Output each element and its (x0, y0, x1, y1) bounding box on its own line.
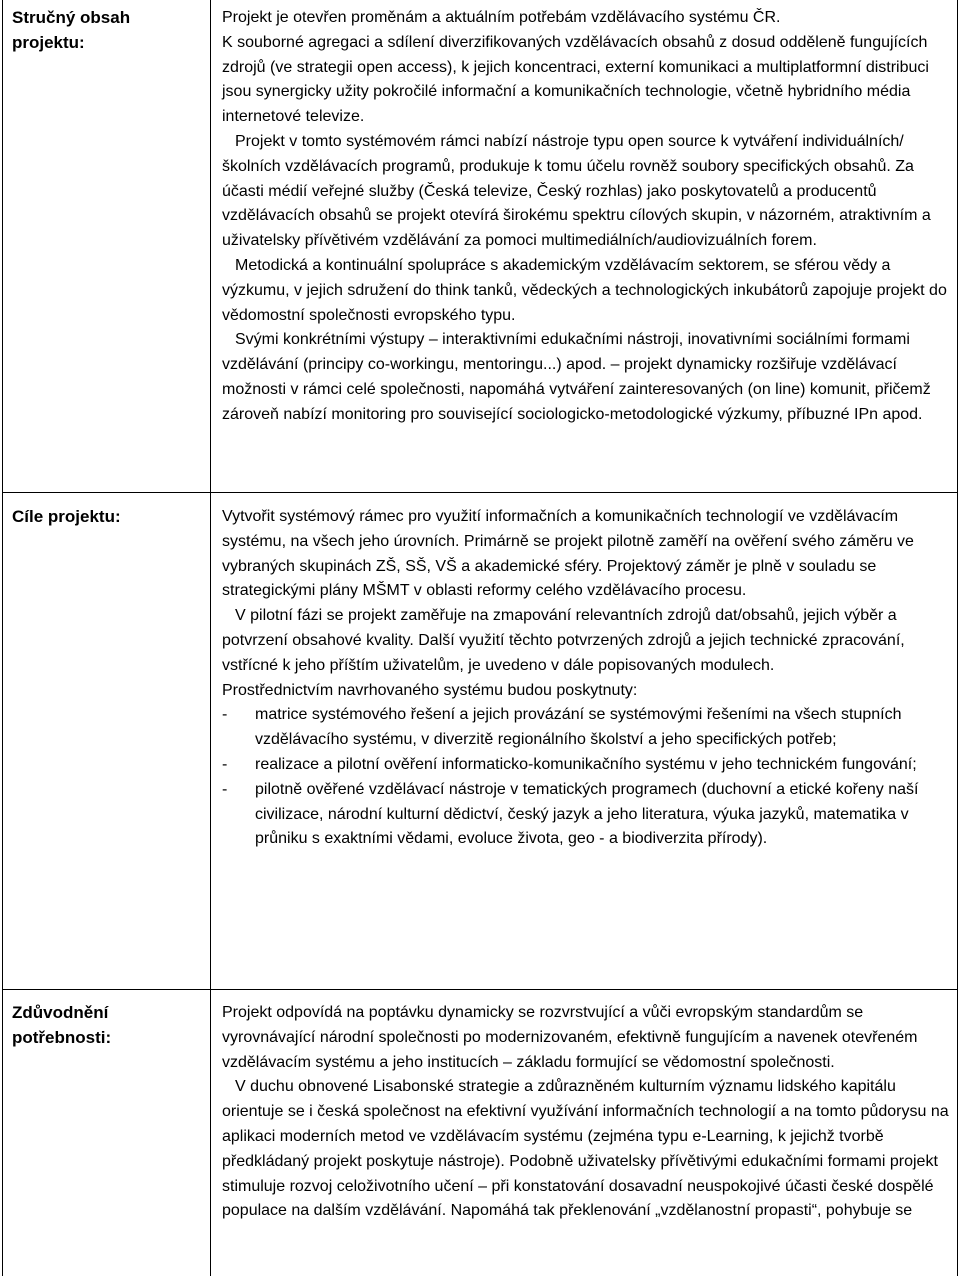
content-justification (222, 1001, 950, 1224)
content-project-summary (222, 6, 950, 428)
row-divider-1 (2, 492, 958, 493)
list-dash: - (222, 755, 228, 773)
table-border-right (957, 0, 958, 1276)
paragraph: Projekt je otevřen proměnám a aktuálním potřebám vzdělávacího systému ČR. (222, 9, 781, 26)
paragraph: Metodická a kontinuální spolupráce s akademickým vzdělávacím sektorem, se sférou vědy a výzkumu, v jejich sdružení do think tanků, vědeckých a technologických inkubátorů zapojuje projekt do vědomostní společnosti evropského typu. (222, 256, 947, 324)
label-project-summary: Stručný obsah projektu: (12, 8, 131, 52)
label-justification: Zdůvodnění potřebnosti: (12, 1003, 112, 1047)
paragraph: K souborné agregaci a sdílení diverzifikovaných vzdělávacích obsahů z dosud odděleně fungujících zdrojů (ve strategii open access), k jejich koncentraci, externí komunikaci a multiplatformní distribuci jsou synergicky užity pokročilé informační a komunikačních technologie, včetně hybridního média internetové televize. (222, 33, 929, 126)
paragraph: V duchu obnovené Lisabonské strategie a zdůrazněném kulturním významu lidského kapitálu orientuje se i česká společnost na efektivní využívání informačních technologií a na tomto půdorysu na aplikaci moderních metod ve vzdělávacím systému (zejména typu e-Learning, k jejichž tvorbě předkládaný projekt poskytuje nástroje). Podobně uživatelsky přívětivými edukačními formami projekt stimuluje rozvoj celoživotního učení – při konstatování dosavadní neuspokojivé účasti české dospělé populace na dalším vzdělávání. Napomáhá tak překlenování „vzdělanostní propasti“, pohybuje se (222, 1078, 949, 1220)
list-item (222, 703, 950, 753)
table-column-divider (210, 0, 211, 1276)
label-project-goals: Cíle projektu: (12, 507, 121, 526)
row-divider-2 (2, 989, 958, 990)
paragraph: Vytvořit systémový rámec pro využití informačních a komunikačních technologií ve vzdělávacím systému, na všech jeho úrovních. Primárně se projekt pilotně zaměří na ověření svého záměru ve vybraných skupinách ZŠ, SŠ, VŠ a akademické sféry. Projektový záměr je plně v souladu se strategickými plány MŠMT v oblasti reformy celého vzdělávacího procesu. (222, 508, 914, 600)
deliverables-list (222, 703, 950, 852)
list-item-text: realizace a pilotní ověření informaticko-komunikačního systému v jeho technickém fungování; (255, 755, 917, 773)
paragraph: V pilotní fázi se projekt zaměřuje na zmapování relevantních zdrojů dat/obsahů, jejich výběr a potvrzení obsahové kvality. Další využití těchto potvrzených zdrojů a jejich technické zpracování, vstřícné k jeho příštím uživatelům, je uvedeno v dále popisovaných modulech. (222, 607, 905, 674)
paragraph: Svými konkrétními výstupy – interaktivními edukačními nástroji, inovativními sociálními formami vzdělávání (principy co-workingu, mentoringu...) apod. – projekt dynamicky rozšiřuje vzdělávací možnosti v rámci celé společnosti, napomáhá vytváření zainteresovaných (on line) komunit, přičemž zároveň nabízí monitoring pro související sociologicko-metodologické výzkumy, příbuzné IPn apod. (222, 331, 931, 423)
content-project-goals (222, 505, 950, 852)
list-item-text: matrice systémového řešení a jejich provázání se systémovými řešeními na všech stupních vzdělávacího systému, v diverzitě regionálního školství a jeho specifických potřeb; (255, 706, 902, 749)
paragraph: Projekt v tomto systémovém rámci nabízí nástroje typu open source k vytváření individuálních/školních vzdělávacích programů, produkuje k tomu účelu rovněž soubory specifických obsahů. Za účasti médií veřejné služby (Česká televize, Český rozhlas) jako poskytovatelů a producentů vzdělávacích obsahů se projekt otevírá širokému spektru cílových skupin, v názorném, atraktivním a uživatelsky přívětivém vzdělávání za pomoci multimediálních/audiovizuálních forem. (222, 132, 931, 250)
list-item-text: pilotně ověřené vzdělávací nástroje v tematických programech (duchovní a etické kořeny naší civilizace, národní kulturní dědictví, český jazyk a jeho literatura, výuka jazyků, matematika v průniku s exaktními vědami, evoluce života, geo - a biodiverzita přírody). (255, 780, 919, 848)
list-item (222, 753, 950, 778)
paragraph: Projekt odpovídá na poptávku dynamicky se rozvrstvující a vůči evropským standardům se vyrovnávající národní společnosti po modernizovaném, efektivně fungujícím a navenek otevřeném vzdělávacím systému a jeho institucích – základu formující se vědomostní společnosti. (222, 1004, 918, 1071)
list-item (222, 778, 950, 852)
list-dash: - (222, 706, 228, 724)
paragraph: Prostřednictvím navrhovaného systému budou poskytnuty: (222, 681, 638, 699)
table-border-left (2, 0, 3, 1276)
list-dash: - (222, 780, 228, 798)
